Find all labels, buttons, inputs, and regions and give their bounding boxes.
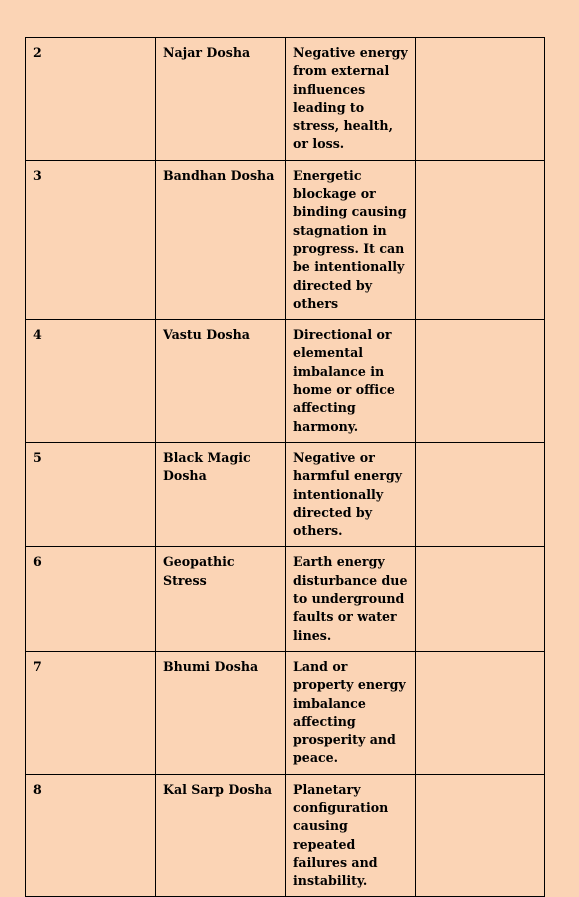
empty-cell xyxy=(416,651,545,774)
row-number: 7 xyxy=(26,651,156,774)
row-number: 4 xyxy=(26,320,156,443)
empty-cell xyxy=(416,774,545,897)
row-number: 8 xyxy=(26,774,156,897)
dosha-description: Land or property energy imbalance affecting prosperity and peace. xyxy=(286,651,416,774)
row-number: 2 xyxy=(26,38,156,161)
table-row xyxy=(26,320,545,443)
dosha-name: Vastu Dosha xyxy=(156,320,286,443)
row-number: 6 xyxy=(26,547,156,651)
empty-cell xyxy=(416,320,545,443)
empty-cell xyxy=(416,442,545,546)
dosha-name: Bandhan Dosha xyxy=(156,160,286,319)
empty-cell xyxy=(416,38,545,161)
row-number: 5 xyxy=(26,442,156,546)
table-row xyxy=(26,774,545,897)
dosha-description: Earth energy disturbance due to underground faults or water lines. xyxy=(286,547,416,651)
dosha-name: Najar Dosha xyxy=(156,38,286,161)
dosha-description: Negative or harmful energy intentionally directed by others. xyxy=(286,442,416,546)
dosha-name: Geopathic Stress xyxy=(156,547,286,651)
dosha-description: Directional or elemental imbalance in home or office affecting harmony. xyxy=(286,320,416,443)
table-row xyxy=(26,651,545,774)
dosha-description: Planetary configuration causing repeated failures and instability. xyxy=(286,774,416,897)
table-row xyxy=(26,547,545,651)
dosha-description: Energetic blockage or binding causing stagnation in progress. It can be intentionally directed by others xyxy=(286,160,416,319)
table-row xyxy=(26,160,545,319)
empty-cell xyxy=(416,160,545,319)
table-row xyxy=(26,442,545,546)
dosha-name: Bhumi Dosha xyxy=(156,651,286,774)
empty-cell xyxy=(416,547,545,651)
dosha-name: Kal Sarp Dosha xyxy=(156,774,286,897)
dosha-table xyxy=(25,37,545,897)
dosha-name: Black Magic Dosha xyxy=(156,442,286,546)
table-row xyxy=(26,38,545,161)
row-number: 3 xyxy=(26,160,156,319)
dosha-description: Negative energy from external influences leading to stress, health, or loss. xyxy=(286,38,416,161)
